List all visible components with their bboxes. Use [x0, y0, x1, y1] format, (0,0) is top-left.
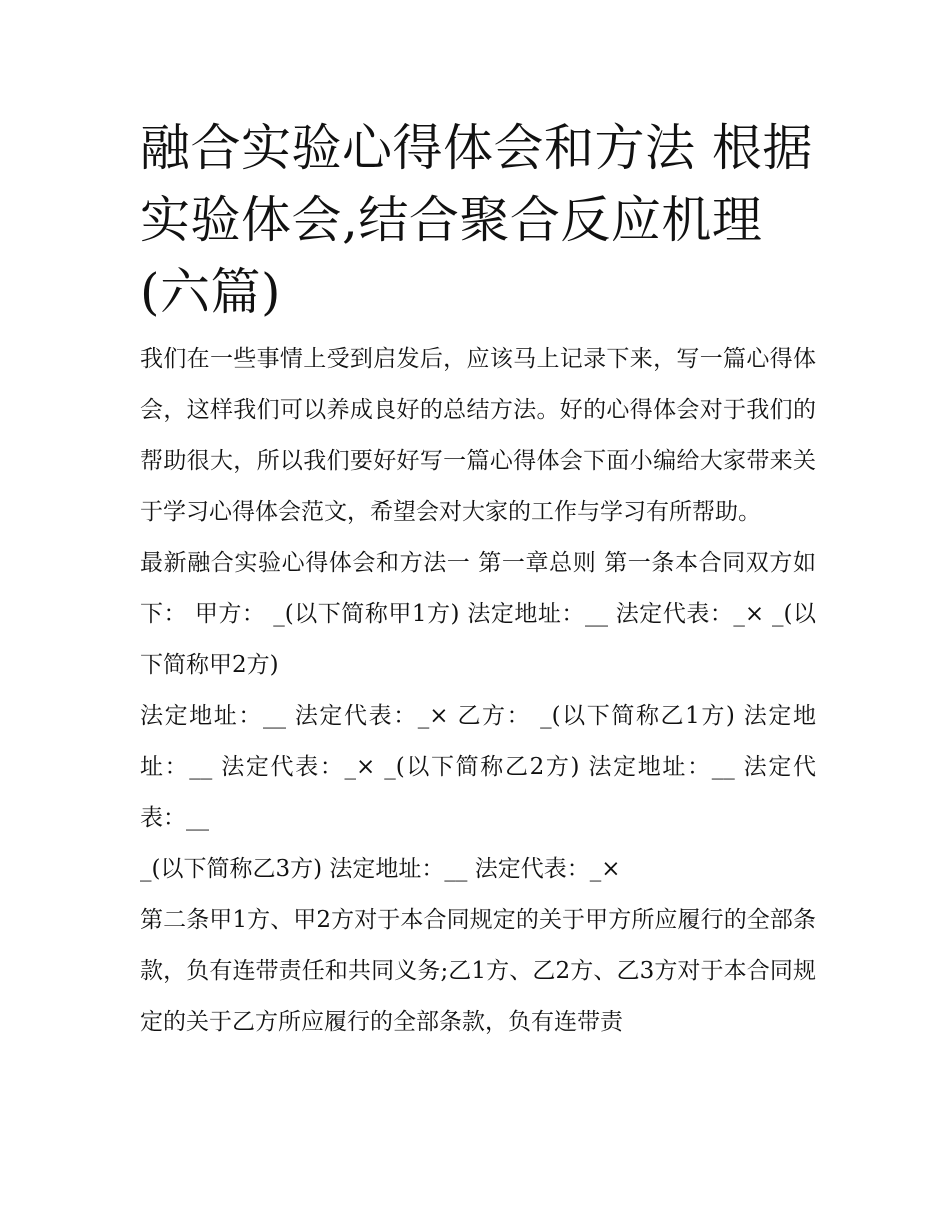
- document-body: [140, 112, 816, 1048]
- document-title: 融合实验心得体会和方法 根据实验体会,结合聚合反应机理(六篇): [140, 119, 813, 321]
- article-one-paragraph: 最新融合实验心得体会和方法一 第一章总则 第一条本合同双方如下： 甲方： _(以下简称甲1方) 法定地址：__ 法定代表：_× _(以下简称甲2方): [140, 550, 816, 678]
- party-b-address-paragraph: 法定地址：__ 法定代表：_× 乙方： _(以下简称乙1方) 法定地址：__ 法定代表：_× _(以下简称乙2方) 法定地址：__ 法定代表：__: [140, 703, 816, 831]
- article-two-paragraph: 第二条甲1方、甲2方对于本合同规定的关于甲方所应履行的全部条款，负有连带责任和共同义务;乙1方、乙2方、乙3方对于本合同规定的关于乙方所应履行的全部条款，负有连带责: [140, 907, 816, 1035]
- party-b3-paragraph: _(以下简称乙3方) 法定地址：__ 法定代表：_×: [140, 856, 621, 882]
- intro-paragraph: 我们在一些事情上受到启发后，应该马上记录下来，写一篇心得体会，这样我们可以养成良好的总结方法。好的心得体会对于我们的帮助很大，所以我们要好好写一篇心得体会下面小编给大家带来关于学习心得体会范文，希望会对大家的工作与学习有所帮助。: [140, 346, 816, 525]
